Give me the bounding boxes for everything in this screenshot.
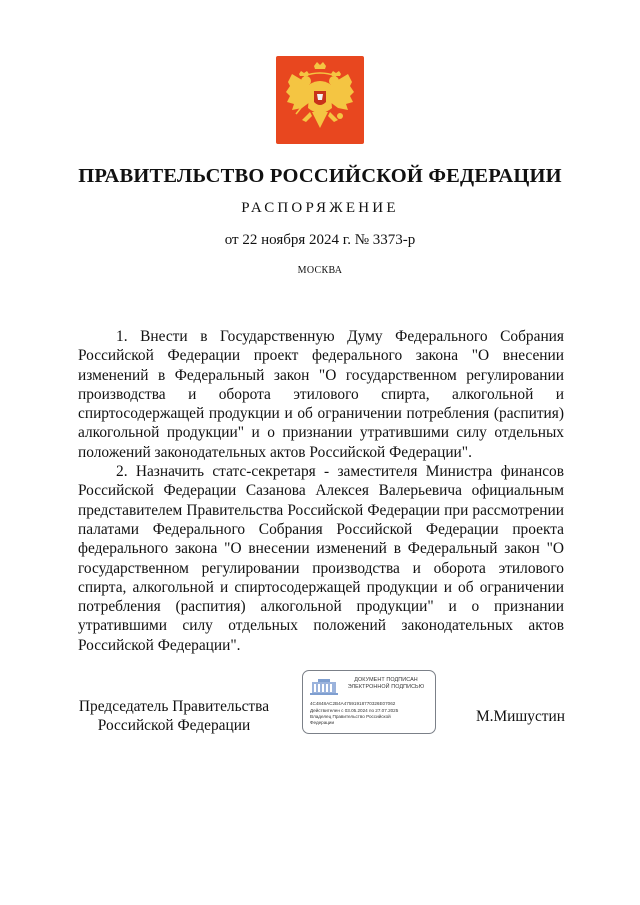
signatory-position <box>76 697 272 735</box>
stamp-validity: Действителен с 03.05.2024 по 27.07.2025 <box>310 708 399 713</box>
coat-of-arms-icon <box>276 56 364 144</box>
stamp-owner-line2: Федерации <box>310 720 335 725</box>
signatory-position-line2: Российской Федерации <box>97 717 251 734</box>
stamp-title-line1: ДОКУМЕНТ ПОДПИСАН <box>354 677 418 683</box>
paragraph-2: 2. Назначить статс-секретаря - заместителя Министра финансов Российской Федерации Сазанова Алексея Валерьевича официальным представителем Правительства Российской Федерации при рассмотрении палатами Федерального Собрания Российской Федерации проекта федерального закона "О внесении изменений в Федеральный закон "О государственном регулировании производства и оборота этилового спирта, алкогольной и спиртосодержащей продукции и об ограничении потребления (распития) алкогольной продукции" и о признании утратившими силу отдельных положений законодательных актов Российской Федерации". <box>78 463 564 654</box>
paragraph-1: 1. Внести в Государственную Думу Федерального Собрания Российской Федерации проект федерального закона "О внесении изменений в Федеральный закон "О государственном регулировании производства и оборота этилового спирта, алкогольной и спиртосодержащей продукции и об ограничении потребления (распития) алкогольной продукции" и о признании утратившими силу отдельных положений законодательных актов Российской Федерации". <box>78 328 564 461</box>
stamp-certificate: 4C4848AC2B4A47591918770326E07062 <box>310 701 396 706</box>
document-type: РАСПОРЯЖЕНИЕ <box>241 200 399 216</box>
stamp-title <box>339 677 433 691</box>
signatory-name: М.Мишустин <box>475 708 565 725</box>
e-signature-stamp <box>302 670 436 734</box>
stamp-title-line2: ЭЛЕКТРОННОЙ ПОДПИСЬЮ <box>347 684 425 690</box>
signatory-position-line1: Председатель Правительства <box>78 698 270 715</box>
government-title: ПРАВИТЕЛЬСТВО РОССИЙСКОЙ ФЕДЕРАЦИИ <box>78 165 562 187</box>
document-date-number: от 22 ноября 2024 г. № 3373-р <box>224 232 416 248</box>
document-body <box>78 327 564 655</box>
government-building-icon <box>309 678 339 696</box>
stamp-owner-line1: Владелец Правительство Российской <box>310 714 391 719</box>
document-place: МОСКВА <box>297 265 343 276</box>
